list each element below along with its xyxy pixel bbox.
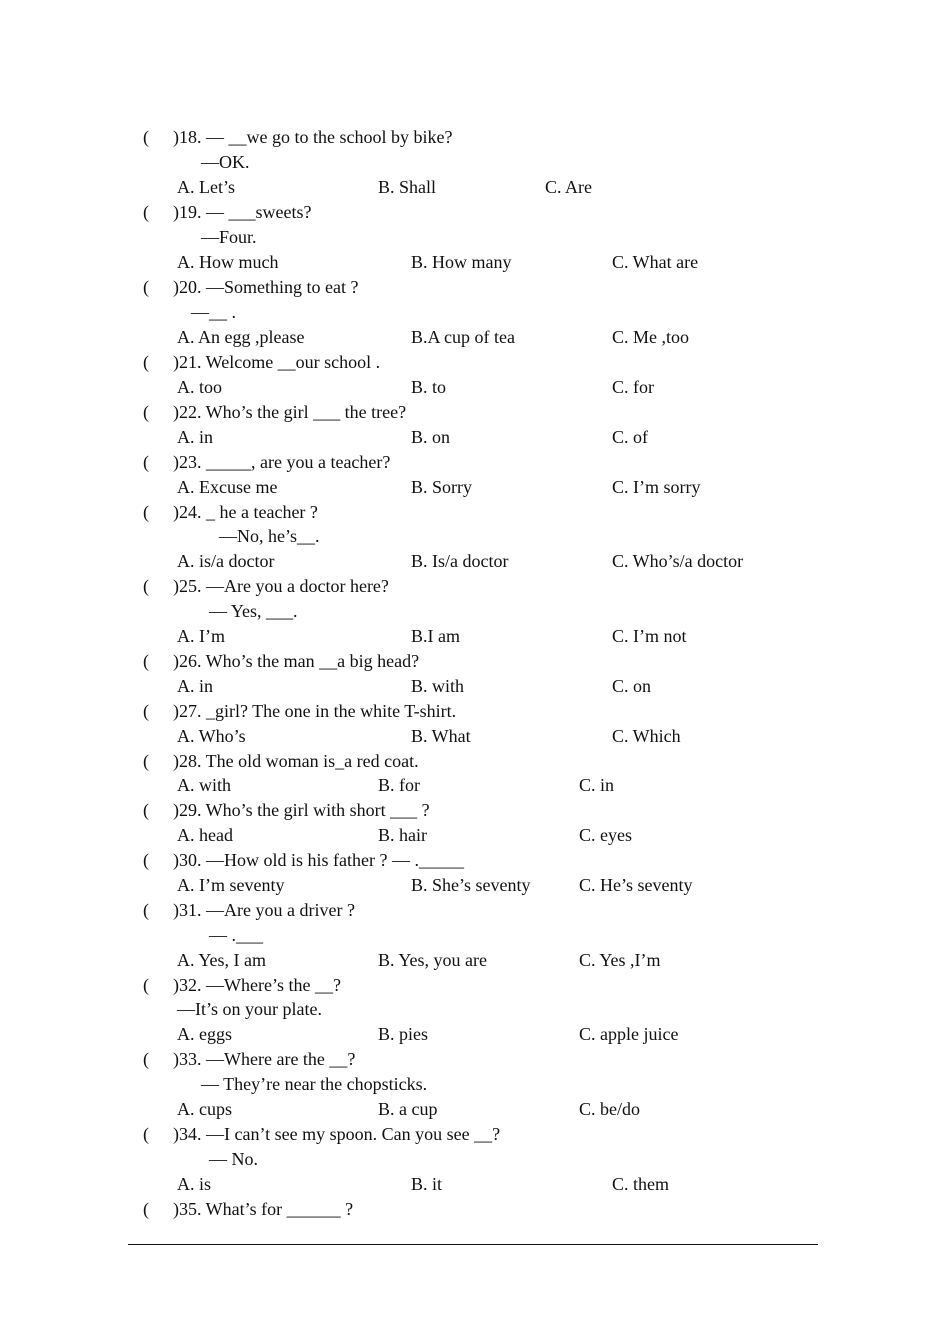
option-b: B. a cup <box>378 1099 438 1119</box>
question-19: )19. — ___sweets? <box>173 202 312 222</box>
option-a: A. Excuse me <box>177 477 278 497</box>
option-a: A. I’m <box>177 626 225 646</box>
answer-paren: ( <box>143 127 149 147</box>
answer-paren: ( <box>143 900 149 920</box>
answer-paren: ( <box>143 701 149 721</box>
option-a: A. in <box>177 676 213 696</box>
option-c: C. Yes ,I’m <box>579 950 661 970</box>
answer-paren: ( <box>143 651 149 671</box>
question-20: )20. —Something to eat ? <box>173 277 359 297</box>
question-32: )32. —Where’s the __? <box>173 975 341 995</box>
option-b: B. She’s seventy <box>411 875 531 895</box>
option-a: A. is <box>177 1174 212 1194</box>
question-35: )35. What’s for ______ ? <box>173 1199 354 1219</box>
answer-paren: ( <box>143 1199 149 1219</box>
question-24: )24. _ he a teacher ? <box>173 502 318 522</box>
question-22: )22. Who’s the girl ___ the tree? <box>173 402 407 422</box>
option-a: A. How much <box>177 252 279 272</box>
option-b: B.I am <box>411 626 460 646</box>
option-b: B. Shall <box>378 177 437 197</box>
option-b: B. on <box>411 427 451 447</box>
option-c: C. Who’s/a doctor <box>612 551 744 571</box>
option-a: A. cups <box>177 1099 232 1119</box>
option-b: B. with <box>411 676 465 696</box>
dialog-answer: —OK. <box>201 152 250 172</box>
dialog-answer: —Four. <box>201 227 257 247</box>
answer-paren: ( <box>143 576 149 596</box>
option-c: C. for <box>612 377 654 397</box>
option-c: C. I’m sorry <box>612 477 701 497</box>
dialog-answer: —It’s on your plate. <box>177 999 322 1019</box>
option-a: A. An egg ,please <box>177 327 305 347</box>
dialog-answer: — No. <box>209 1149 258 1169</box>
answer-paren: ( <box>143 502 149 522</box>
option-c: C. eyes <box>579 825 632 845</box>
option-b: B. hair <box>378 825 427 845</box>
question-28: )28. The old woman is_a red coat. <box>173 751 419 771</box>
answer-paren: ( <box>143 277 149 297</box>
option-b: B. pies <box>378 1024 429 1044</box>
dialog-answer: —__ . <box>191 302 236 322</box>
option-a: A. Who’s <box>177 726 246 746</box>
option-c: C. Are <box>545 177 592 197</box>
footer-divider <box>128 1244 818 1245</box>
dialog-answer: —No, he’s__. <box>219 526 320 546</box>
question-27: )27. _girl? The one in the white T-shirt. <box>173 701 457 721</box>
question-30: )30. —How old is his father ? — ._____ <box>173 850 464 870</box>
option-b: B. Is/a doctor <box>411 551 509 571</box>
question-29: )29. Who’s the girl with short ___ ? <box>173 800 430 820</box>
option-c: C. on <box>612 676 652 696</box>
answer-paren: ( <box>143 850 149 870</box>
answer-paren: ( <box>143 975 149 995</box>
answer-paren: ( <box>143 202 149 222</box>
option-a: A. in <box>177 427 213 447</box>
answer-paren: ( <box>143 1049 149 1069</box>
option-a: A. eggs <box>177 1024 232 1044</box>
question-31: )31. —Are you a driver ? <box>173 900 355 920</box>
option-b: B. for <box>378 775 420 795</box>
answer-paren: ( <box>143 800 149 820</box>
question-21: )21. Welcome __our school . <box>173 352 381 372</box>
option-c: C. in <box>579 775 615 795</box>
option-a: A. head <box>177 825 233 845</box>
dialog-answer: — They’re near the chopsticks. <box>201 1074 428 1094</box>
option-a: A. Yes, I am <box>177 950 267 970</box>
answer-paren: ( <box>143 352 149 372</box>
answer-paren: ( <box>143 751 149 771</box>
option-c: C. them <box>612 1174 669 1194</box>
option-c: C. of <box>612 427 648 447</box>
option-c: C. He’s seventy <box>579 875 693 895</box>
question-23: )23. _____, are you a teacher? <box>173 452 391 472</box>
option-b: B. Sorry <box>411 477 473 497</box>
question-33: )33. —Where are the __? <box>173 1049 356 1069</box>
question-25: )25. —Are you a doctor here? <box>173 576 389 596</box>
option-b: B. Yes, you are <box>378 950 488 970</box>
option-c: C. Me ,too <box>612 327 690 347</box>
dialog-answer: — Yes, ___. <box>209 601 298 621</box>
option-a: A. is/a doctor <box>177 551 275 571</box>
option-c: C. I’m not <box>612 626 687 646</box>
question-18: )18. — __we go to the school by bike? <box>173 127 453 147</box>
option-b: B. How many <box>411 252 512 272</box>
option-c: C. What are <box>612 252 699 272</box>
option-c: C. apple juice <box>579 1024 679 1044</box>
question-34: )34. —I can’t see my spoon. Can you see __? <box>173 1124 501 1144</box>
dialog-answer: — .___ <box>209 925 263 945</box>
question-26: )26. Who’s the man __a big head? <box>173 651 420 671</box>
option-b: B. to <box>411 377 447 397</box>
option-b: B.A cup of tea <box>411 327 515 347</box>
option-c: C. Which <box>612 726 681 746</box>
answer-paren: ( <box>143 402 149 422</box>
option-a: A. with <box>177 775 231 795</box>
option-b: B. it <box>411 1174 443 1194</box>
option-b: B. What <box>411 726 471 746</box>
option-a: A. too <box>177 377 222 397</box>
answer-paren: ( <box>143 452 149 472</box>
option-c: C. be/do <box>579 1099 640 1119</box>
option-a: A. I’m seventy <box>177 875 285 895</box>
answer-paren: ( <box>143 1124 149 1144</box>
option-a: A. Let’s <box>177 177 235 197</box>
